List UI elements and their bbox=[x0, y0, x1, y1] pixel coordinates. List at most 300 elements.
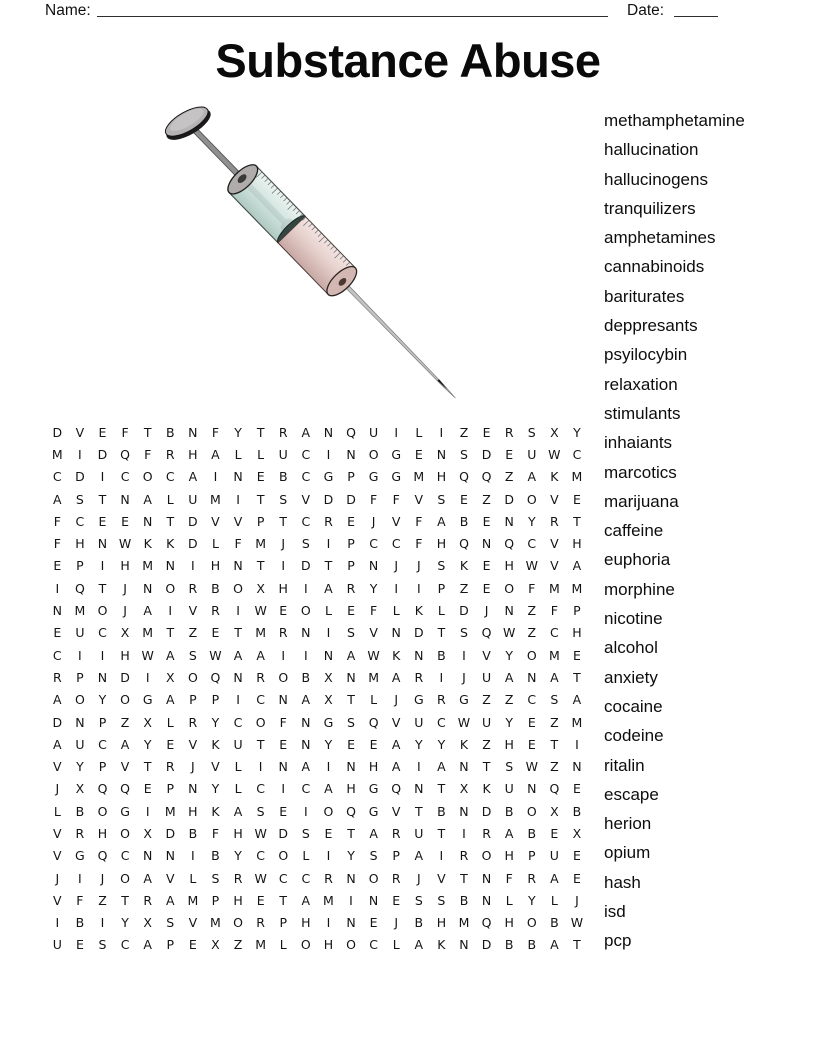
grid-cell: A bbox=[414, 937, 424, 953]
grid-cell: C bbox=[301, 446, 311, 462]
grid-cell: D bbox=[323, 491, 334, 507]
grid-cell: A bbox=[391, 759, 401, 775]
grid-cell: E bbox=[211, 625, 220, 641]
grid-cell: Z bbox=[98, 892, 107, 908]
syringe-icon bbox=[155, 95, 485, 410]
grid-cell: I bbox=[78, 870, 82, 886]
grid-cell: X bbox=[165, 669, 175, 685]
grid-cell: T bbox=[256, 491, 265, 507]
grid-cell: F bbox=[370, 603, 378, 619]
word-list-item: marijuana bbox=[604, 491, 679, 511]
grid-cell: H bbox=[120, 558, 130, 574]
grid-cell: Y bbox=[505, 647, 513, 663]
grid-cell: K bbox=[211, 803, 220, 819]
grid-cell: I bbox=[55, 580, 60, 596]
name-blank-line bbox=[97, 0, 608, 17]
grid-cell: Y bbox=[121, 915, 129, 931]
word-list-item: marcotics bbox=[604, 462, 677, 482]
grid-cell: A bbox=[504, 669, 514, 685]
grid-cell: A bbox=[301, 424, 311, 440]
grid-cell: J bbox=[394, 692, 399, 708]
grid-cell: O bbox=[187, 669, 198, 685]
grid-cell: A bbox=[550, 937, 559, 953]
grid-cell: A bbox=[53, 491, 62, 507]
grid-cell: H bbox=[436, 469, 447, 485]
grid-cell: E bbox=[527, 736, 536, 752]
grid-cell: G bbox=[391, 446, 402, 462]
grid-cell: N bbox=[301, 714, 311, 730]
grid-cell: A bbox=[324, 781, 333, 797]
grid-cell: T bbox=[121, 892, 129, 908]
grid-cell: N bbox=[323, 647, 334, 663]
grid-cell: E bbox=[369, 915, 378, 931]
grid-cell: T bbox=[143, 424, 152, 440]
grid-cell: T bbox=[256, 558, 265, 574]
grid-cell: N bbox=[481, 536, 492, 552]
grid-cell: L bbox=[392, 603, 400, 619]
grid-cell: O bbox=[481, 848, 492, 864]
grid-cell: I bbox=[236, 491, 240, 507]
grid-cell: N bbox=[301, 625, 311, 641]
grid-cell: Y bbox=[98, 692, 107, 708]
grid-cell: Q bbox=[459, 469, 469, 485]
grid-cell: D bbox=[481, 446, 492, 462]
grid-cell: C bbox=[120, 469, 130, 485]
grid-cell: E bbox=[482, 580, 491, 596]
grid-cell: J bbox=[123, 603, 127, 619]
grid-cell: E bbox=[347, 603, 355, 619]
grid-cell: I bbox=[303, 647, 308, 663]
grid-cell: C bbox=[369, 536, 378, 552]
grid-cell: I bbox=[236, 692, 240, 708]
grid-cell: N bbox=[97, 536, 108, 552]
grid-cell: Z bbox=[527, 603, 537, 619]
grid-cell: I bbox=[236, 603, 240, 619]
grid-cell: C bbox=[98, 736, 107, 752]
grid-cell: P bbox=[211, 692, 220, 708]
grid-cell: E bbox=[573, 647, 581, 663]
grid-cell: R bbox=[437, 692, 446, 708]
grid-cell: I bbox=[281, 647, 286, 663]
grid-cell: F bbox=[53, 536, 61, 552]
grid-cell: C bbox=[527, 536, 537, 552]
grid-cell: F bbox=[528, 580, 536, 596]
grid-cell: G bbox=[368, 469, 379, 485]
grid-cell: G bbox=[75, 848, 85, 864]
grid-cell: J bbox=[55, 870, 60, 886]
grid-cell: N bbox=[301, 736, 311, 752]
grid-cell: G bbox=[323, 714, 334, 730]
grid-cell: W bbox=[254, 870, 267, 886]
grid-cell: E bbox=[482, 513, 491, 529]
grid-cell: E bbox=[53, 625, 62, 641]
grid-cell: O bbox=[74, 692, 85, 708]
grid-cell: N bbox=[75, 714, 85, 730]
grid-cell: A bbox=[233, 647, 243, 663]
grid-cell: Z bbox=[504, 692, 514, 708]
grid-cell: N bbox=[504, 603, 514, 619]
grid-cell: R bbox=[414, 669, 424, 685]
grid-cell: X bbox=[143, 825, 152, 841]
grid-cell: N bbox=[368, 892, 379, 908]
grid-cell: L bbox=[234, 781, 242, 797]
grid-cell: C bbox=[301, 870, 311, 886]
grid-cell: Q bbox=[391, 781, 402, 797]
grid-cell: S bbox=[347, 625, 355, 641]
grid-cell: N bbox=[527, 669, 537, 685]
grid-cell: B bbox=[527, 937, 537, 953]
grid-cell: H bbox=[188, 803, 198, 819]
grid-cell: E bbox=[121, 513, 130, 529]
grid-cell: M bbox=[164, 803, 176, 819]
grid-cell: O bbox=[97, 803, 108, 819]
grid-cell: X bbox=[256, 580, 265, 596]
grid-cell: E bbox=[166, 736, 175, 752]
grid-cell: N bbox=[459, 803, 469, 819]
grid-cell: E bbox=[188, 937, 197, 953]
grid-cell: F bbox=[550, 603, 558, 619]
grid-cell: E bbox=[369, 736, 378, 752]
grid-cell: T bbox=[234, 625, 242, 641]
grid-cell: U bbox=[233, 736, 243, 752]
grid-cell: U bbox=[414, 825, 424, 841]
grid-cell: E bbox=[347, 513, 355, 529]
grid-cell: K bbox=[459, 736, 469, 752]
grid-cell: M bbox=[142, 625, 154, 641]
grid-cell: F bbox=[53, 513, 61, 529]
grid-cell: Q bbox=[481, 625, 492, 641]
grid-cell: L bbox=[257, 446, 265, 462]
word-list-item: tranquilizers bbox=[604, 198, 696, 218]
grid-cell: Z bbox=[550, 714, 559, 730]
grid-cell: I bbox=[439, 424, 444, 440]
grid-cell: I bbox=[394, 424, 399, 440]
grid-cell: Z bbox=[120, 714, 130, 730]
grid-cell: O bbox=[233, 580, 243, 596]
grid-cell: R bbox=[324, 870, 333, 886]
grid-cell: T bbox=[324, 558, 333, 574]
grid-cell: J bbox=[394, 558, 399, 574]
grid-cell: A bbox=[527, 469, 537, 485]
grid-cell: R bbox=[52, 669, 62, 685]
grid-cell: G bbox=[368, 781, 379, 797]
grid-cell: O bbox=[300, 603, 311, 619]
grid-cell: A bbox=[550, 870, 559, 886]
grid-cell: I bbox=[326, 848, 331, 864]
grid-cell: Q bbox=[549, 781, 560, 797]
grid-cell: R bbox=[211, 603, 220, 619]
grid-cell: A bbox=[143, 937, 152, 953]
grid-cell: M bbox=[368, 669, 379, 685]
grid-cell: G bbox=[323, 469, 334, 485]
grid-cell: B bbox=[504, 803, 514, 819]
grid-cell: I bbox=[168, 603, 173, 619]
grid-cell: X bbox=[324, 692, 333, 708]
grid-cell: H bbox=[120, 647, 130, 663]
grid-cell: E bbox=[256, 469, 265, 485]
grid-cell: C bbox=[391, 536, 401, 552]
grid-cell: A bbox=[572, 692, 582, 708]
grid-cell: D bbox=[278, 825, 289, 841]
grid-cell: V bbox=[369, 625, 378, 641]
grid-cell: I bbox=[191, 848, 195, 864]
date-blank-line bbox=[674, 0, 718, 17]
grid-cell: L bbox=[505, 892, 513, 908]
grid-cell: N bbox=[278, 759, 288, 775]
grid-cell: Z bbox=[459, 424, 469, 440]
grid-cell: P bbox=[573, 603, 581, 619]
grid-cell: B bbox=[572, 803, 582, 819]
grid-cell: X bbox=[75, 781, 85, 797]
grid-cell: O bbox=[526, 647, 537, 663]
grid-cell: M bbox=[210, 915, 221, 931]
grid-cell: O bbox=[233, 915, 243, 931]
grid-cell: F bbox=[211, 424, 220, 440]
grid-cell: N bbox=[142, 580, 153, 596]
grid-cell: B bbox=[504, 937, 514, 953]
grid-cell: C bbox=[256, 692, 265, 708]
grid-cell: G bbox=[368, 803, 379, 819]
grid-cell: O bbox=[278, 669, 289, 685]
grid-cell: H bbox=[504, 558, 514, 574]
grid-cell: V bbox=[550, 491, 559, 507]
grid-cell: C bbox=[256, 848, 265, 864]
grid-cell: A bbox=[188, 469, 198, 485]
grid-cell: J bbox=[416, 558, 421, 574]
grid-cell: W bbox=[141, 647, 154, 663]
grid-cell: B bbox=[75, 803, 85, 819]
date-label: Date: bbox=[627, 2, 665, 19]
grid-cell: A bbox=[437, 513, 446, 529]
grid-cell: V bbox=[391, 714, 401, 730]
grid-cell: Q bbox=[481, 469, 492, 485]
grid-cell: Y bbox=[505, 714, 513, 730]
grid-cell: W bbox=[548, 446, 561, 462]
grid-cell: D bbox=[301, 558, 311, 574]
grid-cell: A bbox=[301, 892, 311, 908]
grid-cell: Q bbox=[120, 781, 130, 797]
grid-cell: P bbox=[279, 915, 287, 931]
grid-cell: B bbox=[211, 848, 220, 864]
grid-cell: C bbox=[233, 714, 243, 730]
grid-cell: I bbox=[303, 580, 308, 596]
grid-cell: A bbox=[53, 736, 62, 752]
grid-cell: V bbox=[188, 603, 198, 619]
grid-cell: I bbox=[326, 625, 331, 641]
grid-cell: I bbox=[78, 446, 82, 462]
grid-cell: O bbox=[278, 848, 289, 864]
grid-cell: U bbox=[75, 736, 85, 752]
grid-cell: P bbox=[437, 580, 446, 596]
grid-cell: T bbox=[98, 491, 107, 507]
grid-cell: E bbox=[347, 736, 355, 752]
grid-cell: E bbox=[505, 446, 514, 462]
grid-cell: Y bbox=[347, 848, 355, 864]
grid-cell: H bbox=[436, 536, 447, 552]
grid-cell: P bbox=[256, 513, 265, 529]
grid-cell: E bbox=[324, 825, 333, 841]
word-list-item: morphine bbox=[604, 579, 675, 599]
grid-cell: N bbox=[391, 625, 401, 641]
grid-cell: U bbox=[75, 625, 85, 641]
grid-cell: N bbox=[459, 759, 469, 775]
grid-cell: I bbox=[100, 469, 105, 485]
grid-cell: N bbox=[278, 692, 288, 708]
grid-cell: D bbox=[52, 424, 63, 440]
grid-cell: B bbox=[188, 825, 198, 841]
grid-cell: V bbox=[53, 892, 62, 908]
grid-cell: R bbox=[188, 714, 198, 730]
grid-cell: C bbox=[165, 469, 175, 485]
grid-cell: I bbox=[326, 915, 331, 931]
grid-cell: S bbox=[414, 892, 423, 908]
grid-cell: S bbox=[301, 825, 310, 841]
grid-cell: U bbox=[278, 446, 288, 462]
word-list-item: ritalin bbox=[604, 755, 645, 775]
grid-cell: A bbox=[572, 558, 582, 574]
grid-cell: F bbox=[234, 536, 242, 552]
grid-cell: S bbox=[527, 424, 536, 440]
grid-cell: N bbox=[414, 781, 424, 797]
grid-cell: G bbox=[120, 803, 130, 819]
grid-cell: K bbox=[143, 536, 152, 552]
grid-cell: V bbox=[211, 513, 220, 529]
grid-cell: O bbox=[142, 469, 153, 485]
grid-cell: J bbox=[123, 580, 127, 596]
grid-cell: R bbox=[256, 915, 265, 931]
grid-cell: L bbox=[324, 603, 332, 619]
grid-cell: L bbox=[211, 536, 219, 552]
grid-cell: R bbox=[504, 424, 514, 440]
grid-cell: F bbox=[76, 892, 84, 908]
grid-cell: U bbox=[52, 937, 62, 953]
grid-cell: B bbox=[301, 669, 311, 685]
grid-cell: K bbox=[414, 603, 423, 619]
word-list-item: stimulants bbox=[604, 403, 681, 423]
grid-cell: Q bbox=[459, 536, 469, 552]
grid-cell: V bbox=[233, 513, 243, 529]
grid-cell: N bbox=[233, 558, 243, 574]
grid-cell: I bbox=[326, 759, 331, 775]
grid-cell: S bbox=[369, 848, 378, 864]
grid-cell: B bbox=[527, 825, 537, 841]
grid-cell: F bbox=[211, 825, 220, 841]
grid-cell: M bbox=[548, 580, 560, 596]
grid-cell: N bbox=[527, 781, 537, 797]
grid-cell: G bbox=[413, 692, 424, 708]
grid-cell: Z bbox=[482, 491, 491, 507]
grid-cell: E bbox=[75, 937, 84, 953]
grid-cell: H bbox=[233, 825, 243, 841]
grid-cell: C bbox=[120, 937, 130, 953]
grid-cell: C bbox=[369, 937, 378, 953]
grid-cell: O bbox=[526, 915, 537, 931]
grid-cell: X bbox=[143, 915, 152, 931]
grid-cell: C bbox=[256, 781, 265, 797]
grid-cell: Y bbox=[234, 424, 242, 440]
grid-cell: N bbox=[572, 759, 582, 775]
grid-cell: T bbox=[573, 669, 581, 685]
grid-cell: N bbox=[481, 870, 492, 886]
grid-cell: U bbox=[482, 669, 492, 685]
grid-cell: T bbox=[279, 513, 288, 529]
grid-cell: D bbox=[504, 491, 514, 507]
grid-cell: J bbox=[462, 669, 466, 685]
grid-cell: I bbox=[281, 781, 286, 797]
grid-cell: J bbox=[371, 513, 376, 529]
word-list-item: codeine bbox=[604, 726, 664, 746]
grid-cell: H bbox=[188, 446, 198, 462]
grid-cell: V bbox=[550, 558, 559, 574]
grid-cell: E bbox=[573, 781, 581, 797]
grid-cell: N bbox=[346, 669, 356, 685]
grid-cell: T bbox=[573, 937, 581, 953]
grid-cell: T bbox=[166, 625, 175, 641]
grid-cell: M bbox=[323, 892, 334, 908]
grid-cell: P bbox=[166, 781, 175, 797]
grid-cell: N bbox=[120, 491, 130, 507]
grid-cell: F bbox=[415, 536, 423, 552]
grid-cell: N bbox=[165, 848, 175, 864]
grid-cell: D bbox=[75, 469, 85, 485]
grid-cell: Q bbox=[97, 781, 108, 797]
grid-cell: T bbox=[347, 825, 355, 841]
grid-cell: E bbox=[256, 892, 265, 908]
grid-cell: I bbox=[55, 915, 60, 931]
grid-cell: T bbox=[143, 759, 152, 775]
grid-cell: Z bbox=[504, 469, 514, 485]
grid-cell: M bbox=[458, 915, 470, 931]
grid-cell: V bbox=[75, 424, 85, 440]
grid-cell: O bbox=[368, 446, 379, 462]
word-list-item: herion bbox=[604, 814, 652, 834]
grid-cell: H bbox=[504, 736, 514, 752]
grid-cell: P bbox=[527, 848, 536, 864]
grid-cell: Z bbox=[482, 692, 491, 708]
grid-cell: J bbox=[281, 536, 286, 552]
grid-cell: R bbox=[165, 759, 175, 775]
grid-cell: L bbox=[392, 937, 400, 953]
grid-cell: R bbox=[346, 580, 356, 596]
grid-cell: H bbox=[75, 536, 85, 552]
grid-cell: T bbox=[437, 625, 446, 641]
grid-cell: U bbox=[527, 446, 537, 462]
grid-cell: S bbox=[347, 714, 355, 730]
grid-cell: X bbox=[143, 714, 152, 730]
grid-cell: A bbox=[143, 491, 152, 507]
grid-cell: R bbox=[75, 825, 85, 841]
grid-cell: Q bbox=[210, 669, 221, 685]
grid-cell: I bbox=[100, 558, 105, 574]
grid-cell: L bbox=[189, 870, 197, 886]
grid-cell: D bbox=[481, 803, 492, 819]
grid-cell: V bbox=[391, 803, 401, 819]
grid-cell: N bbox=[233, 669, 243, 685]
grid-cell: Y bbox=[573, 424, 581, 440]
grid-cell: E bbox=[279, 603, 288, 619]
grid-cell: X bbox=[550, 424, 559, 440]
grid-cell: T bbox=[437, 825, 446, 841]
grid-cell: M bbox=[255, 536, 267, 552]
grid-cell: E bbox=[482, 424, 491, 440]
grid-cell: T bbox=[437, 781, 446, 797]
grid-cell: D bbox=[459, 603, 469, 619]
grid-cell: H bbox=[278, 580, 288, 596]
grid-cell: M bbox=[51, 446, 63, 462]
grid-cell: C bbox=[75, 513, 85, 529]
grid-cell: I bbox=[326, 446, 331, 462]
grid-cell: Q bbox=[346, 803, 356, 819]
